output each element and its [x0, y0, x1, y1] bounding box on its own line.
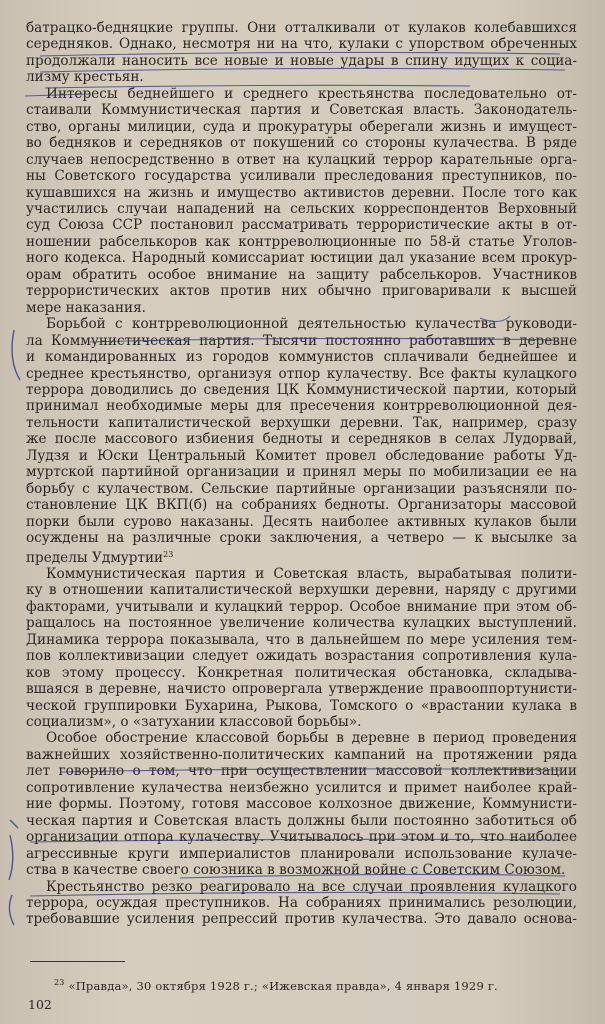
- page-number: 102: [28, 997, 52, 1012]
- text-line: требовавшие усиления репрессий против кулачества. Это давало основа-: [26, 911, 577, 928]
- paragraph: [26, 879, 577, 928]
- text-line: факторами, учитывали и кулацкий террор. Особое внимание при этом об-: [26, 598, 577, 615]
- text-line: сопротивление кулачества неизбежно усилится и примет наиболее край-: [26, 779, 577, 796]
- text-line: батрацко-бедняцкие группы. Они отталкивали от кулаков колебавшихся: [26, 20, 577, 36]
- footnote-reference: 23: [163, 549, 174, 559]
- text-line: Динамика террора показывала, что в дальнейшем по мере усиления тем-: [26, 631, 577, 648]
- text-line: террора доводились до сведения ЦК Коммунистической партии, который: [26, 381, 577, 398]
- paragraph: [26, 316, 577, 566]
- footnote: [54, 978, 498, 993]
- text-line: борьбу с кулачеством. Сельские партийные организации разъясняли по-: [26, 480, 577, 497]
- body-text: [26, 20, 577, 928]
- text-line: террористических актов против них обычно приговаривали к высшей: [26, 283, 577, 300]
- text-line: стаивали Коммунистическая партия и Советская власть. Законодатель-: [26, 102, 577, 119]
- margin-mark: [9, 895, 14, 925]
- text-line: ческая партия и Советская власть должны были постоянно заботиться об: [26, 812, 577, 829]
- text-line: Лудзя и Юски Центральный Комитет провел обследование работы Уд-: [26, 447, 577, 464]
- text-line: же после массового избиения бедноты и середняков в селах Лудорвай,: [26, 431, 577, 448]
- text-line: принимал необходимые меры для пресечения контрреволюционной дея-: [26, 398, 577, 415]
- footnote-number: 23: [54, 978, 65, 987]
- text-line: осуждены на различные сроки заключения, а четверо — к высылке за: [26, 530, 577, 547]
- paragraph: [26, 730, 577, 878]
- text-line: организации отпора кулачеству. Учитывалось при этом и то, что наиболее: [26, 829, 577, 846]
- text-line: кушавшихся на жизнь и имущество активистов деревни. После того как: [26, 184, 577, 201]
- text-line: Особое обострение классовой борьбы в деревне в период проведения: [46, 730, 577, 747]
- text-line: ство, органы милиции, суда и прокуратуры оберегали жизнь и имущест-: [26, 118, 577, 135]
- text-line: пределы Удмуртии$^{23}$: [26, 549, 174, 566]
- text-line: муртской партийной организации и принял меры по мобилизации ее на: [26, 464, 577, 481]
- text-line: становление ЦК ВКП(б) на собраниях бедноты. Организаторы массовой: [26, 497, 577, 514]
- text-line: ку в отношении капиталистической верхушки деревни, наряду с другими: [26, 582, 577, 599]
- margin-mark: [9, 835, 13, 880]
- text-line: Коммунистическая партия и Советская власть, вырабатывая полити-: [46, 565, 577, 582]
- footnote-text: «Правда», 30 октября 1928 г.; «Ижевская правда», 4 января 1929 г.: [68, 979, 498, 993]
- margin-mark: [10, 820, 18, 828]
- paragraph: [26, 86, 577, 316]
- margin-mark: [12, 330, 20, 380]
- paragraph: [26, 566, 577, 731]
- text-line: лет говорило о том, что при осуществлении массовой коллективизации: [26, 763, 577, 780]
- footnote-divider: [30, 961, 125, 962]
- text-line: агрессивные круги империалистов планировали использование кулаче-: [26, 845, 577, 862]
- text-line: социализм», о «затухании классовой борьбы».: [26, 714, 362, 731]
- text-line: участились случаи нападений на сельских корреспондентов Верховный: [26, 200, 577, 217]
- text-line: орам обратить особое внимание на защиту рабселькоров. Участников: [26, 266, 577, 283]
- text-line: среднее крестьянство, организуя отпор кулачеству. Все факты кулацкого: [26, 365, 577, 382]
- text-line: пов коллективизации следует ожидать возрастания сопротивления кула-: [26, 648, 577, 665]
- text-line: ла Коммунистическая партия. Тысячи постоянно работавших в деревне: [26, 332, 577, 349]
- paragraph: [26, 20, 577, 86]
- text-line: ращалось на постоянное увеличение количества кулацких выступлений.: [26, 615, 577, 632]
- text-line: ческой группировки Бухарина, Рыкова, Томского о «врастании кулака в: [26, 697, 577, 714]
- text-line: террора, осуждая преступников. На собраниях принимались резолюции,: [26, 895, 577, 912]
- text-line: и командированных из городов коммунистов сплачивали беднейшее и: [26, 349, 577, 366]
- text-line: важнейших хозяйственно-политических кампаний на протяжении ряда: [26, 746, 577, 763]
- text-line: Интересы беднейшего и среднего крестьянства последовательно от-: [46, 85, 577, 102]
- text-line: ны Советского государства усиливали преследования преступников, по-: [26, 168, 577, 185]
- text-line: середняков. Однако, несмотря ни на что, кулаки с упорством обреченных: [26, 36, 577, 53]
- text-line: суд Союза ССР постановил рассматривать террористические акты в от-: [26, 217, 577, 234]
- text-line: продолжали наносить все новые и новые удары в спину идущих к социа-: [26, 52, 577, 69]
- text-line: ства в качестве своего союзника в возможной войне с Советским Союзом.: [26, 862, 566, 879]
- margin-marks: [9, 330, 20, 925]
- text-line: Крестьянство резко реагировало на все случаи проявления кулацкого: [46, 878, 577, 895]
- text-line: случаев непосредственно в ответ на кулацкий террор карательные орга-: [26, 151, 577, 168]
- text-line: ние формы. Поэтому, готовя массовое колхозное движение, Коммунисти-: [26, 796, 577, 813]
- text-line: Борьбой с контрреволюционной деятельностью кулачества руководи-: [46, 316, 577, 333]
- text-line: вшаяся в деревне, начисто опровергала утверждение правооппортунисти-: [26, 681, 577, 698]
- text-line: порки были сурово наказаны. Десять наиболее активных кулаков были: [26, 513, 577, 530]
- text-line: ного кодекса. Народный комиссариат юстиции дал указание всем прокур-: [26, 250, 577, 267]
- text-line: мере наказания.: [26, 299, 146, 316]
- text-line: тельности капиталистической верхушки деревни. Так, например, сразу: [26, 414, 577, 431]
- text-line: ков этому процессу. Конкретная политическая обстановка, складыва-: [26, 664, 577, 681]
- text-line: ношении рабселькоров как контрреволюционные по 58-й статье Уголов-: [26, 233, 577, 250]
- text-line: лизму крестьян.: [26, 69, 144, 86]
- text-line: во бедняков и середняков от покушений со стороны кулачества. В ряде: [26, 135, 577, 152]
